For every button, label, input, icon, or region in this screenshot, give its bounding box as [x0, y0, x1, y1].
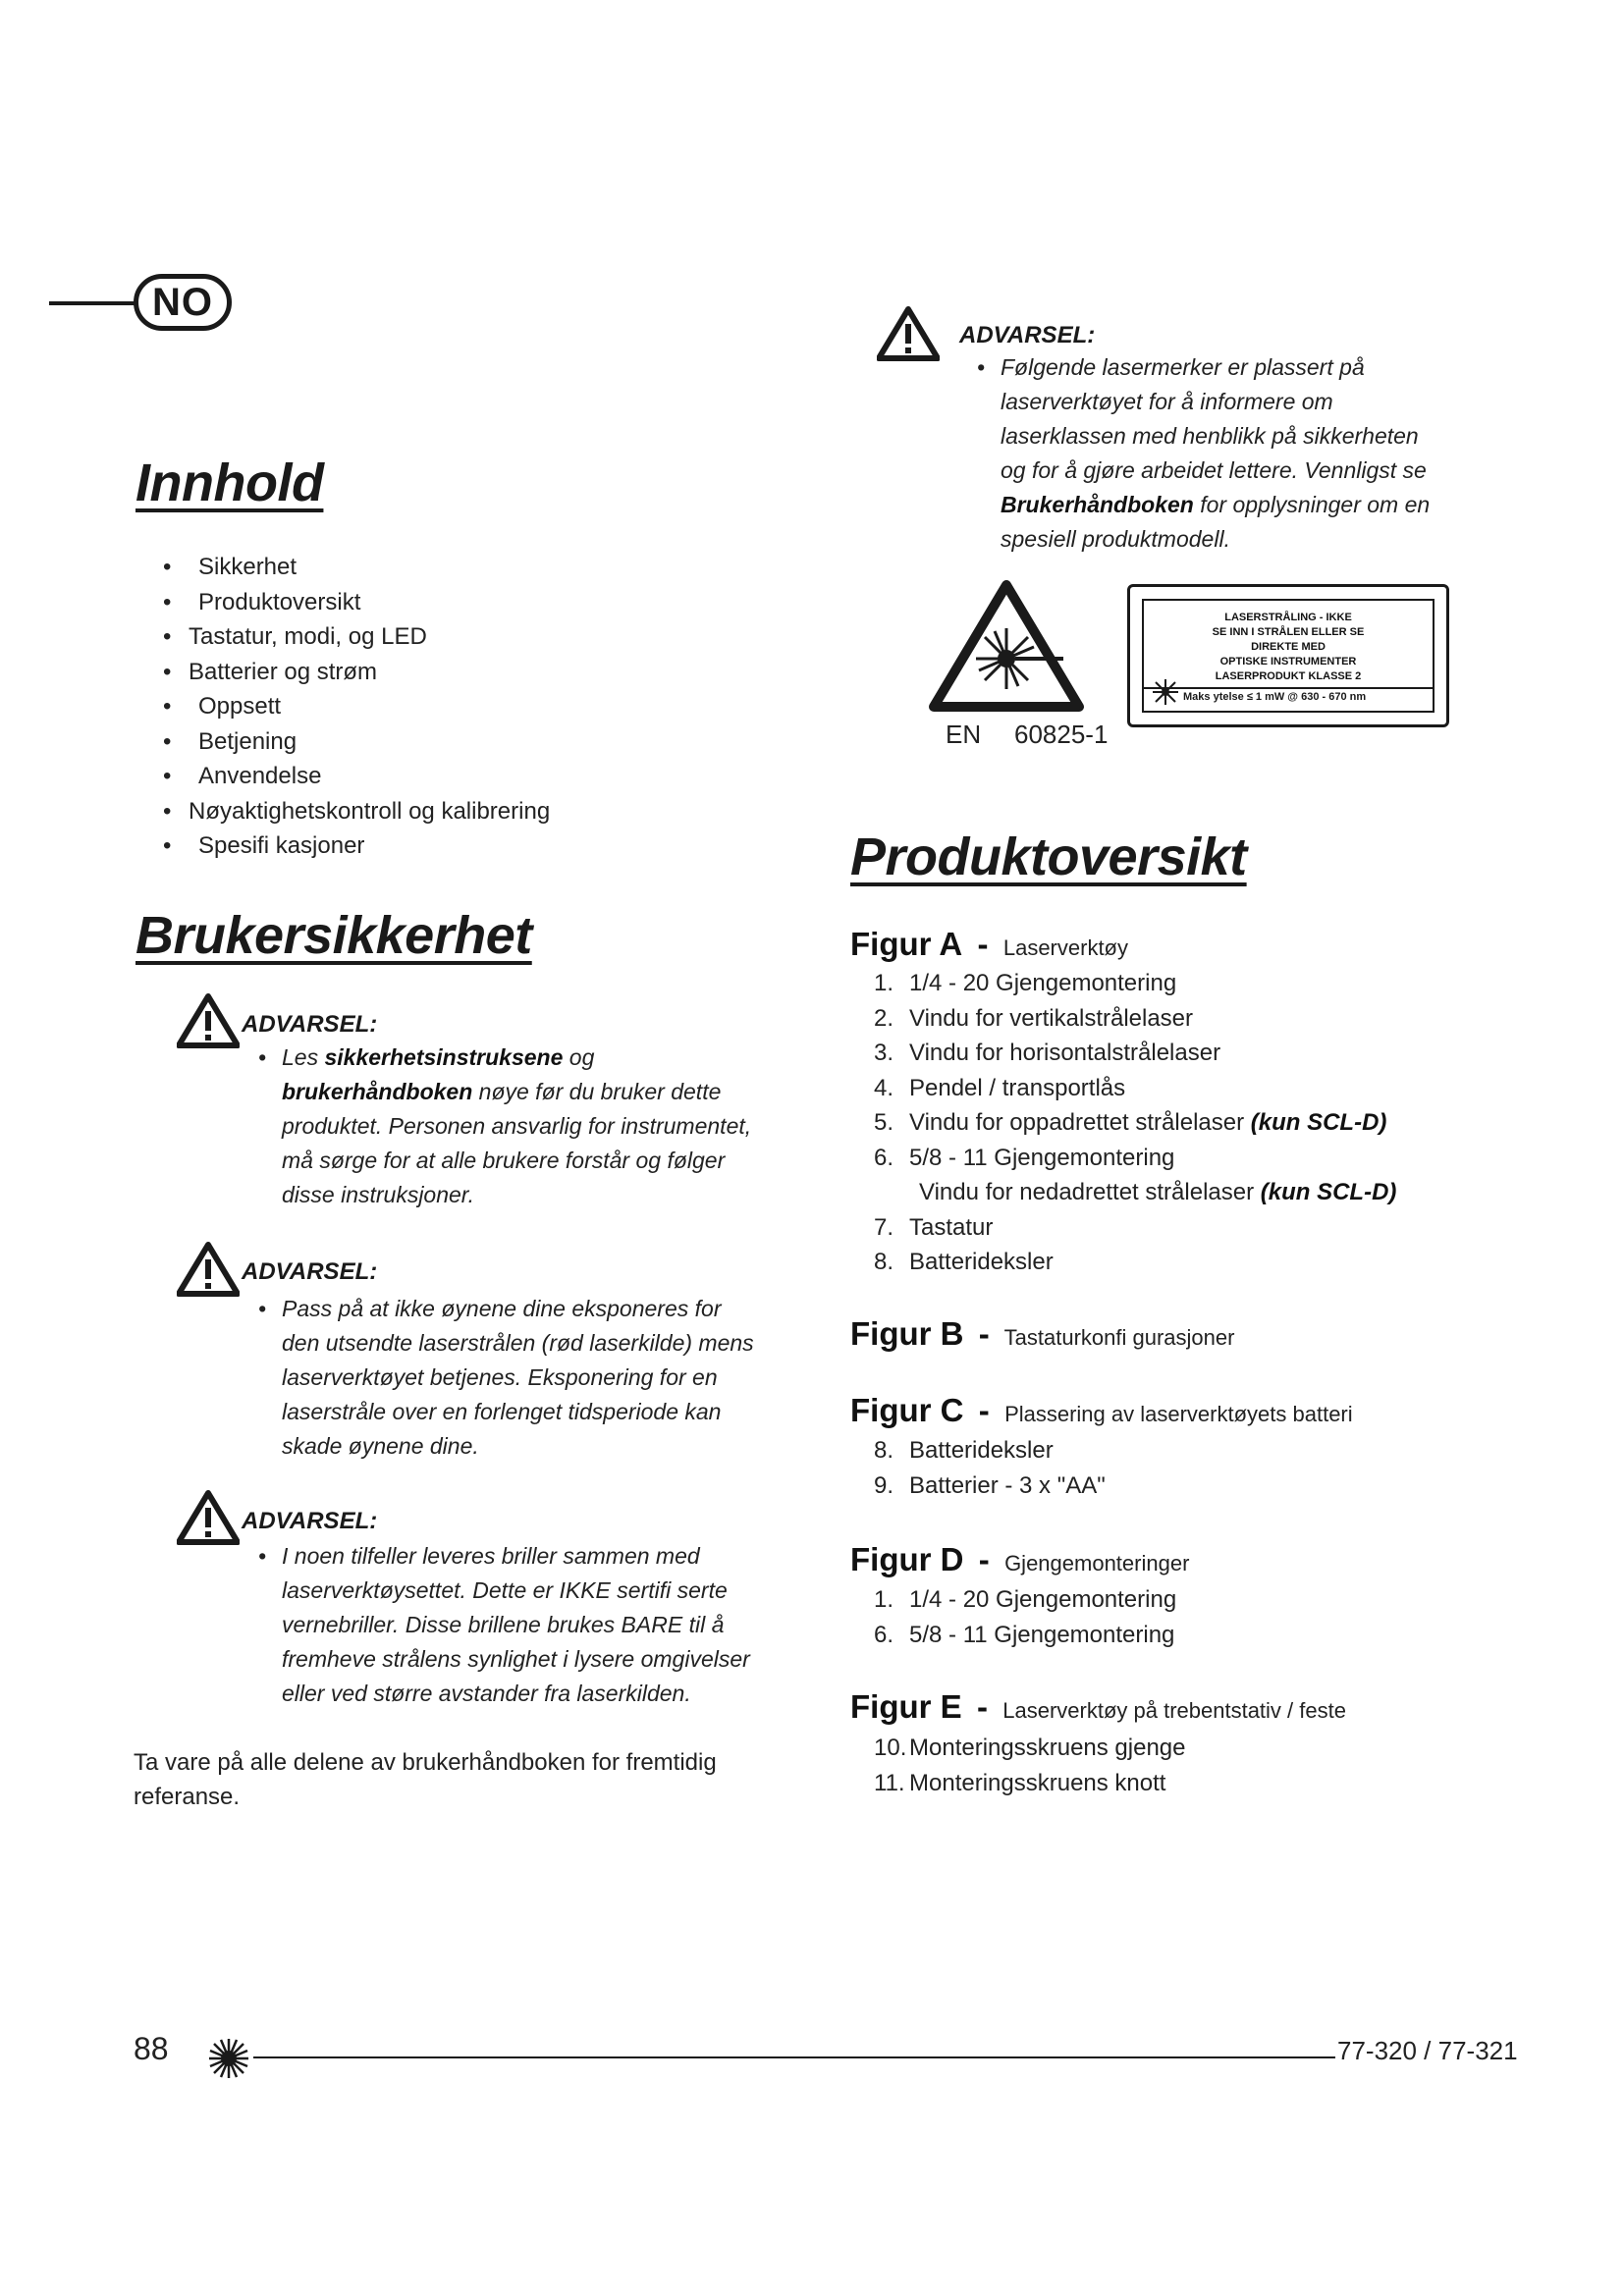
label-line: LASERPRODUKT KLASSE 2 [1215, 670, 1362, 682]
label-line: DIREKTE MED [1251, 641, 1326, 653]
item-number: 5. [874, 1109, 894, 1136]
figure-caption: Tastaturkonfi gurasjoner [1003, 1325, 1235, 1350]
label-line: SE INN I STRÅLEN ELLER SE [1212, 626, 1365, 638]
text-segment: fremheve strålens synlighet i lysere omgivelser [282, 1646, 750, 1672]
text-segment: laserverktøyet for å informere om [1001, 389, 1333, 414]
laser-standard-prefix: EN [946, 720, 982, 749]
figure-item [874, 1036, 1396, 1071]
contents-item: • Betjening [157, 724, 550, 760]
laser-label-warning [877, 306, 940, 366]
warning-line [258, 1539, 750, 1574]
keep-manual-note [134, 1745, 717, 1814]
text-segment: laserverktøysettet. Dette er IKKE sertifi serte [282, 1577, 728, 1603]
figure-dash: - [969, 1392, 999, 1428]
note-line: Ta vare på alle delene av brukerhåndboken for fremtidig [134, 1749, 717, 1776]
warning-line [1001, 488, 1430, 522]
figure-a-list [874, 966, 1396, 1280]
item-number: 8. [874, 1249, 894, 1275]
figure-dash: - [969, 1541, 999, 1577]
text-segment: skade øynene dine. [282, 1433, 479, 1459]
starburst-icon [208, 2038, 249, 2079]
item-text: 5/8 - 11 Gjengemontering [909, 1621, 1175, 1648]
figure-caption: Plassering av laserverktøyets batteri [1004, 1402, 1353, 1426]
warning-line [282, 1608, 750, 1642]
item-number: 1. [874, 1586, 894, 1613]
contents-list [157, 550, 550, 864]
warning-line [258, 1292, 754, 1326]
figure-item [874, 1582, 1176, 1618]
warning-line [282, 1361, 754, 1395]
warning-line [1001, 419, 1430, 454]
item-number: 6. [874, 1144, 894, 1171]
figure-d-list [874, 1582, 1176, 1652]
warning-triangle-icon [177, 1490, 240, 1545]
item-text: Vindu for vertikalstrålelaser [909, 1004, 1194, 1032]
safety-warning-1 [177, 993, 240, 1053]
figure-name: Figur B [850, 1315, 964, 1352]
item-text: Batterideksler [909, 1249, 1054, 1275]
footer-rule [253, 2056, 1335, 2058]
figure-item [874, 1731, 1186, 1766]
warning-text [258, 1292, 754, 1464]
text-segment: I noen tilfeller leveres briller sammen med [282, 1543, 700, 1569]
safety-warning-3 [177, 1490, 240, 1550]
text-segment: vernebriller. Disse brillene brukes BARE til å [282, 1612, 725, 1637]
figure-e-list [874, 1731, 1186, 1800]
item-number: 6. [874, 1621, 894, 1648]
text-segment: spesiell produktmodell. [1001, 526, 1230, 552]
figure-name: Figur D [850, 1541, 964, 1577]
model-number: 77-320 / 77-321 [1337, 2036, 1518, 2065]
item-number: 9. [874, 1471, 894, 1499]
figure-item [874, 966, 1396, 1001]
bullet: • [258, 1543, 267, 1569]
warning-label: ADVARSEL: [242, 1508, 378, 1534]
badge-connector-line [49, 301, 137, 305]
item-text: Vindu for nedadrettet strålelaser [919, 1179, 1261, 1205]
item-text: 1/4 - 20 Gjengemontering [909, 1586, 1177, 1613]
warning-triangle-icon [177, 993, 240, 1048]
item-number: 1. [874, 970, 894, 996]
contents-item: • Batterier og strøm [157, 655, 550, 690]
language-badge [134, 274, 232, 331]
text-segment: den utsendte laserstrålen (rød laserkilde) mens [282, 1330, 754, 1356]
contents-item: • Spesifi kasjoner [157, 828, 550, 864]
warning-line [977, 350, 1430, 385]
label-line: OPTISKE INSTRUMENTER [1219, 656, 1357, 667]
figure-caption: Laserverktøy [1002, 935, 1128, 960]
figure-name: Figur A [850, 926, 963, 962]
figure-item [874, 1071, 1396, 1106]
figure-dash: - [968, 926, 998, 962]
figure-item [874, 1141, 1396, 1176]
laser-hazard-icon [928, 579, 1085, 713]
figure-item [874, 1433, 1106, 1468]
laser-power-rating: Maks ytelse ≤ 1 mW @ 630 - 670 nm [1183, 691, 1367, 703]
warning-label: ADVARSEL: [242, 1258, 378, 1285]
laser-label-panel [1142, 599, 1435, 713]
item-text: Monteringsskruens knott [909, 1769, 1166, 1796]
contents-item: • Tastatur, modi, og LED [157, 619, 550, 655]
item-text: Batterideksler [909, 1437, 1054, 1464]
page-number: 88 [134, 2031, 169, 2066]
item-number: 3. [874, 1040, 894, 1066]
text-segment: Les [282, 1044, 325, 1070]
note-line: referanse. [134, 1784, 241, 1810]
emphasis-text: Brukerhåndboken [1001, 492, 1194, 517]
text-segment: for opplysninger om en [1193, 492, 1431, 517]
warning-line [282, 1642, 750, 1677]
figure-item [874, 1001, 1396, 1037]
warning-line [282, 1144, 751, 1178]
warning-line [1001, 522, 1430, 557]
bullet: • [258, 1044, 267, 1070]
item-text: Vindu for horisontalstrålelaser [909, 1040, 1221, 1066]
item-number: 10. [874, 1735, 907, 1761]
warning-line [282, 1326, 754, 1361]
item-text: Batterier - 3 x "AA" [909, 1471, 1106, 1499]
text-segment: disse instruksjoner. [282, 1182, 475, 1207]
warning-line [282, 1109, 751, 1144]
warning-line [282, 1574, 750, 1608]
contents-item: • Anvendelse [157, 759, 550, 794]
figure-item [874, 1105, 1396, 1141]
warning-label: ADVARSEL: [959, 322, 1096, 348]
text-segment: nøye før du bruker dette [472, 1079, 722, 1104]
item-number: 11. [874, 1769, 905, 1796]
item-text: Pendel / transportlås [909, 1074, 1126, 1101]
figure-name: Figur E [850, 1688, 962, 1725]
figure-e-heading [850, 1688, 1346, 1726]
warning-line [258, 1041, 751, 1075]
bullet: • [258, 1296, 267, 1321]
text-segment: produktet. Personen ansvarlig for instrumentet, [282, 1113, 752, 1139]
contents-item: • Nøyaktighetskontroll og kalibrering [157, 794, 550, 829]
contents-title: Innhold [135, 454, 324, 512]
figure-item [874, 1175, 1396, 1210]
figure-b-heading [850, 1315, 1234, 1353]
figure-item [874, 1245, 1396, 1280]
figure-dash: - [967, 1688, 998, 1725]
item-text: Vindu for oppadrettet strålelaser [909, 1109, 1251, 1136]
item-model-note: (kun SCL-D) [1250, 1109, 1387, 1136]
item-number: 4. [874, 1074, 894, 1101]
text-segment: må sørge for at alle brukere forstår og følger [282, 1148, 726, 1173]
figure-c-list [874, 1433, 1106, 1503]
warning-line [282, 1075, 751, 1109]
item-text: Monteringsskruens gjenge [909, 1735, 1186, 1761]
warning-triangle-icon [877, 306, 940, 361]
warning-label: ADVARSEL: [242, 1011, 378, 1038]
figure-a-heading [850, 926, 1128, 963]
overview-title: Produktoversikt [850, 828, 1247, 886]
contents-item: • Oppsett [157, 689, 550, 724]
warning-line [282, 1677, 750, 1711]
text-segment: og for å gjøre arbeidet lettere. Vennligst se [1001, 457, 1427, 483]
warning-line [282, 1395, 754, 1429]
text-segment: laserverktøyet betjenes. Eksponering for en [282, 1364, 718, 1390]
figure-caption: Laserverktøy på trebentstativ / feste [1002, 1698, 1346, 1723]
figure-item [874, 1618, 1176, 1653]
safety-warning-2 [177, 1242, 240, 1302]
item-number: 7. [874, 1213, 894, 1241]
figure-item [874, 1468, 1106, 1504]
item-text: 5/8 - 11 Gjengemontering [909, 1144, 1175, 1171]
text-segment: laserklassen med henblikk på sikkerheten [1001, 423, 1419, 449]
contents-item: • Sikkerhet [157, 550, 550, 585]
item-number: 2. [874, 1004, 894, 1032]
text-segment: Pass på at ikke øynene dine eksponeres for [282, 1296, 722, 1321]
warning-triangle-icon [177, 1242, 240, 1297]
figure-caption: Gjengemonteringer [1004, 1551, 1190, 1575]
contents-item: • Produktoversikt [157, 585, 550, 620]
laser-standard-number: 60825-1 [1014, 720, 1109, 749]
emphasis-text: brukerhåndboken [282, 1079, 473, 1104]
laser-label-text [1144, 601, 1433, 684]
figure-item [874, 1766, 1186, 1801]
figure-dash: - [969, 1315, 999, 1352]
item-number: 8. [874, 1437, 894, 1464]
item-model-note: (kun SCL-D) [1260, 1179, 1397, 1205]
text-segment: Følgende lasermerker er plassert på [1001, 354, 1365, 380]
text-segment: og [563, 1044, 595, 1070]
text-segment: eller ved større avstander fra laserkilden. [282, 1681, 691, 1706]
emphasis-text: sikkerhetsinstruksene [324, 1044, 564, 1070]
figure-d-heading [850, 1541, 1189, 1578]
figure-item [874, 1210, 1396, 1246]
warning-text [977, 350, 1431, 557]
warning-line [282, 1178, 751, 1212]
laser-class-label [1127, 584, 1449, 727]
text-segment: laserstråle over en forlenget tidsperiode kan [282, 1399, 722, 1424]
language-code: NO [152, 280, 213, 324]
starburst-icon [1152, 678, 1179, 706]
warning-line [282, 1429, 754, 1464]
warning-text [258, 1041, 752, 1212]
figure-name: Figur C [850, 1392, 964, 1428]
label-line: LASERSTRÅLING - IKKE [1224, 612, 1352, 623]
label-divider [1144, 687, 1433, 689]
warning-line [1001, 385, 1430, 419]
warning-line [1001, 454, 1430, 488]
safety-title: Brukersikkerhet [135, 906, 532, 965]
warning-text [258, 1539, 750, 1711]
item-text: Tastatur [909, 1213, 994, 1241]
bullet: • [977, 354, 986, 380]
figure-c-heading [850, 1392, 1353, 1429]
item-text: 1/4 - 20 Gjengemontering [909, 970, 1177, 996]
